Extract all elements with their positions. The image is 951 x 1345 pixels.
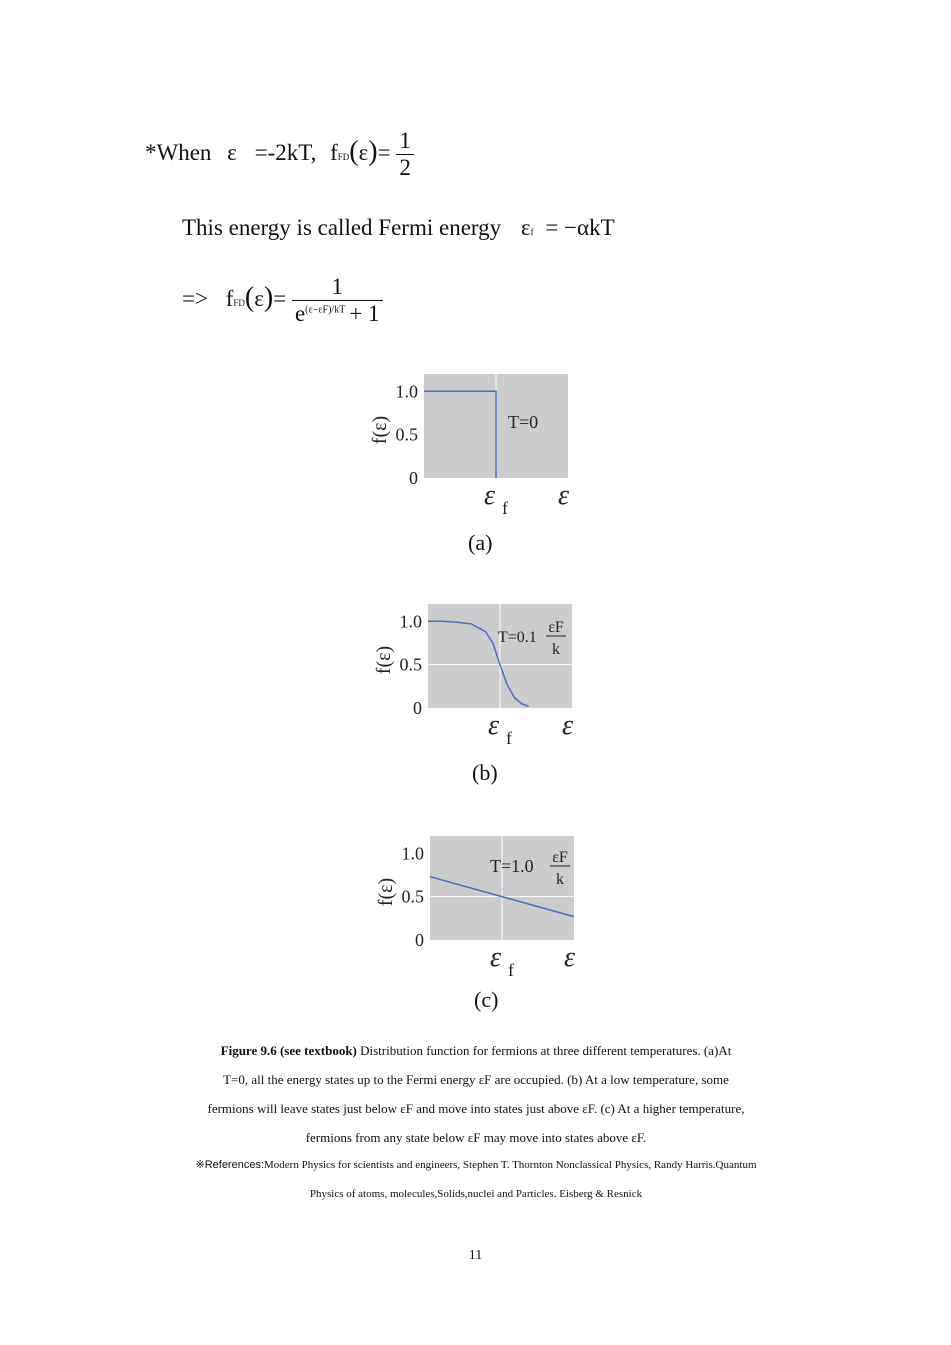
caption-bold: Figure 9.6 (see textbook): [220, 1043, 357, 1058]
numerator: 1: [292, 274, 383, 301]
y-axis-label: f(ε): [375, 877, 397, 907]
equals-sign: =: [377, 139, 391, 165]
caption-line-3: fermions will leave states just below εF and move into states just above εF. (c) At a higher temperature,: [207, 1101, 745, 1116]
temperature-annotation: T=0.1: [498, 629, 537, 646]
annotation-numerator: εF: [548, 619, 564, 636]
x-label-epsilon-f: ε: [490, 942, 502, 973]
minus-alpha-kt: = −αkT: [545, 215, 615, 240]
x-label-epsilon-f: ε: [488, 710, 500, 741]
x-label-epsilon: ε: [564, 942, 576, 973]
denominator: 2: [399, 155, 411, 180]
f-subscript: f: [530, 227, 534, 237]
y-tick-label: 0: [415, 930, 424, 950]
fd-subscript: FD: [337, 151, 350, 162]
equals-sign: =: [273, 285, 287, 311]
y-axis-label: f(ε): [373, 645, 395, 675]
page-number: 11: [468, 1248, 483, 1263]
y-tick-label: 1.0: [399, 611, 422, 632]
e-base: e: [294, 301, 306, 326]
y-tick-label: 0.5: [401, 886, 424, 907]
x-label-epsilon: ε: [562, 710, 574, 741]
temperature-annotation: T=1.0: [490, 856, 534, 876]
numerator: 1: [396, 128, 414, 155]
epsilon-arg: ε: [254, 285, 264, 311]
references: [140, 1151, 812, 1209]
annotation-denominator: k: [552, 641, 560, 658]
x-label-f-subscript: f: [506, 728, 512, 748]
definition-text: This energy is called Fermi energy: [182, 215, 502, 240]
y-tick-label: 1.0: [401, 843, 424, 864]
fermi-dirac-equation: => fFD(ε)= $\frac{1}{e^{(\varepsilon-\varepsilon F)/kT} + 1}$: [182, 274, 383, 327]
chart-b-caption: (b): [472, 760, 498, 785]
epsilon-symbol: ε: [227, 139, 237, 165]
references-label: ※References:: [195, 1159, 265, 1171]
exponent: (ε−εF)/kT: [305, 304, 346, 316]
temperature-annotation: T=0: [508, 412, 539, 432]
epsilon-symbol: ε: [520, 215, 531, 240]
one-half-fraction: [396, 128, 414, 181]
y-tick-label: 0: [409, 468, 418, 488]
minus-2kt: =-2kT,: [254, 139, 317, 165]
f-symbol: f: [225, 285, 234, 311]
implies-arrow: =>: [182, 285, 208, 311]
caption-line-2: T=0, all the energy states up to the Fermi energy εF are occupied. (b) At a low temperature, some: [223, 1072, 729, 1087]
denominator: [292, 301, 383, 327]
references-line-1: [140, 1151, 812, 1180]
x-label-f-subscript: f: [502, 498, 508, 518]
epsilon-arg: ε: [358, 139, 369, 165]
fermi-energy-definition: [182, 215, 615, 241]
annotation-numerator: εF: [552, 849, 568, 866]
caption-text-1: Distribution function for fermions at three different temperatures. (a)At: [360, 1043, 732, 1058]
chart-c-caption: (c): [474, 987, 499, 1012]
y-tick-label: 0.5: [395, 424, 418, 445]
caption-line-1: [140, 1036, 812, 1065]
annotation-denominator: k: [556, 871, 564, 888]
references-text-1: Modern Physics for scientists and engineers, Stephen T. Thornton Nonclassical Physics, Randy Harris.Quantum: [264, 1159, 757, 1171]
chart-a-caption: (a): [468, 530, 493, 555]
y-tick-label: 0.5: [399, 654, 422, 675]
fd-subscript: FD: [233, 297, 245, 308]
figure-caption: [140, 1036, 812, 1152]
f-symbol: f: [330, 139, 338, 165]
when-text: *When: [145, 139, 212, 165]
references-line-2: Physics of atoms, molecules,Solids,nuclei and Particles. Eisberg & Resnick: [309, 1188, 643, 1200]
equation-fermi-half: *When ε =-2kT, fFD(ε)= $\frac{1}{2}$: [145, 128, 414, 181]
x-label-f-subscript: f: [508, 960, 514, 980]
y-axis-label: f(ε): [369, 415, 391, 445]
plus-one: + 1: [349, 301, 380, 326]
y-tick-label: 0: [413, 698, 422, 718]
fermi-dirac-fraction: [292, 274, 383, 327]
x-label-epsilon: ε: [558, 480, 570, 511]
y-tick-label: 1.0: [395, 381, 418, 402]
x-label-epsilon-f: ε: [484, 480, 496, 511]
caption-line-4: fermions from any state below εF may move into states above εF.: [305, 1130, 647, 1145]
